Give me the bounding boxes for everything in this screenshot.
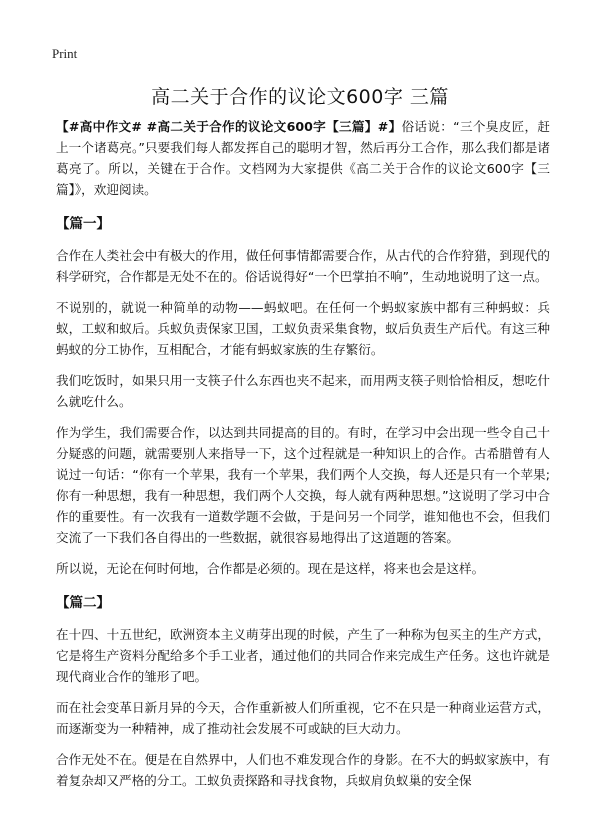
paragraph: 作为学生，我们需要合作，以达到共同提高的目的。有时，在学习中会出现一些令自己十分疑惑的问题，就需要别人来指导一下，这个过程就是一种知识上的合作。古希腊曾有人说过一句话：“你有一个苹果，我有一个苹果，我们两个人交换，每人还是只有一个苹果;你有一种思想，我有一种思想，我们两个人交换，每人就有两种思想。”这说明了学习中合作的重要性。有一次我有一道数学题不会做，于是问另一个同学，谁知他也不会，但我们交流了一下我们各自得出的一些数据，就很容易地得出了这道题的答案。 [56,425,550,545]
article-body [56,116,550,801]
section-heading: 【篇二】 [56,595,110,611]
paragraph: 在十四、十五世纪，欧洲资本主义萌芽出现的时候，产生了一种称为包买主的生产方式，它是将生产资料分配给多个手工业者，通过他们的共同合作来完成生产任务。这也许就是现代商业合作的雏形了吧。 [56,627,550,684]
section-2 [56,593,550,791]
page-title: 高二关于合作的议论文600字 三篇 [151,86,449,108]
section-heading: 【篇一】 [56,216,110,232]
paragraph: 所以说，无论在何时何地，合作都是必须的。现在是这样，将来也会是这样。 [56,561,485,576]
paragraph: 不说别的，就说一种简单的动物——蚂蚁吧。在任何一个蚂蚁家族中都有三种蚂蚁：兵蚁，工蚁和蚁后。兵蚁负责保家卫国，工蚁负责采集食物，蚁后负责生产后代。有这三种蚂蚁的分工协作，互相配合，才能有蚂蚁家族的生存繁衍。 [56,300,550,357]
paragraph: 我们吃饭时，如果只用一支筷子什么东西也夹不起来，而用两支筷子则恰恰相反，想吃什么就吃什么。 [56,373,550,409]
paragraph: 而在社会变革日新月异的今天，合作重新被人们所重视，它不在只是一种商业运营方式，而逐渐变为一种精神，成了推动社会发展不可或缺的巨大动力。 [56,700,550,736]
intro-text: 俗话说：“三个臭皮匠，赶上一个诸葛亮。”只要我们每人都发挥自己的聪明才智，然后再分工合作，那么我们都是诸葛亮了。所以，关键在于合作。文档网为大家提供《高二关于合作的议论文600字【三篇】》，欢迎阅读。 [56,119,550,197]
section-1 [56,214,550,579]
intro-tags: 【#高中作文# #高二关于合作的议论文600字【三篇】#】 [56,119,402,134]
intro-paragraph [56,116,550,200]
paragraph: 合作在人类社会中有极大的作用，做任何事情都需要合作，从古代的合作狩猎，到现代的科学研究，合作都是无处不在的。俗话说得好“一个巴掌拍不响”，生动地说明了这一点。 [56,248,550,284]
paragraph: 合作无处不在。便是在自然界中，人们也不难发现合作的身影。在不大的蚂蚁家族中，有着复杂却又严格的分工。工蚁负责探路和寻找食物，兵蚁肩负蚁巢的安全保 [56,752,550,788]
print-link[interactable]: Print [52,46,78,61]
